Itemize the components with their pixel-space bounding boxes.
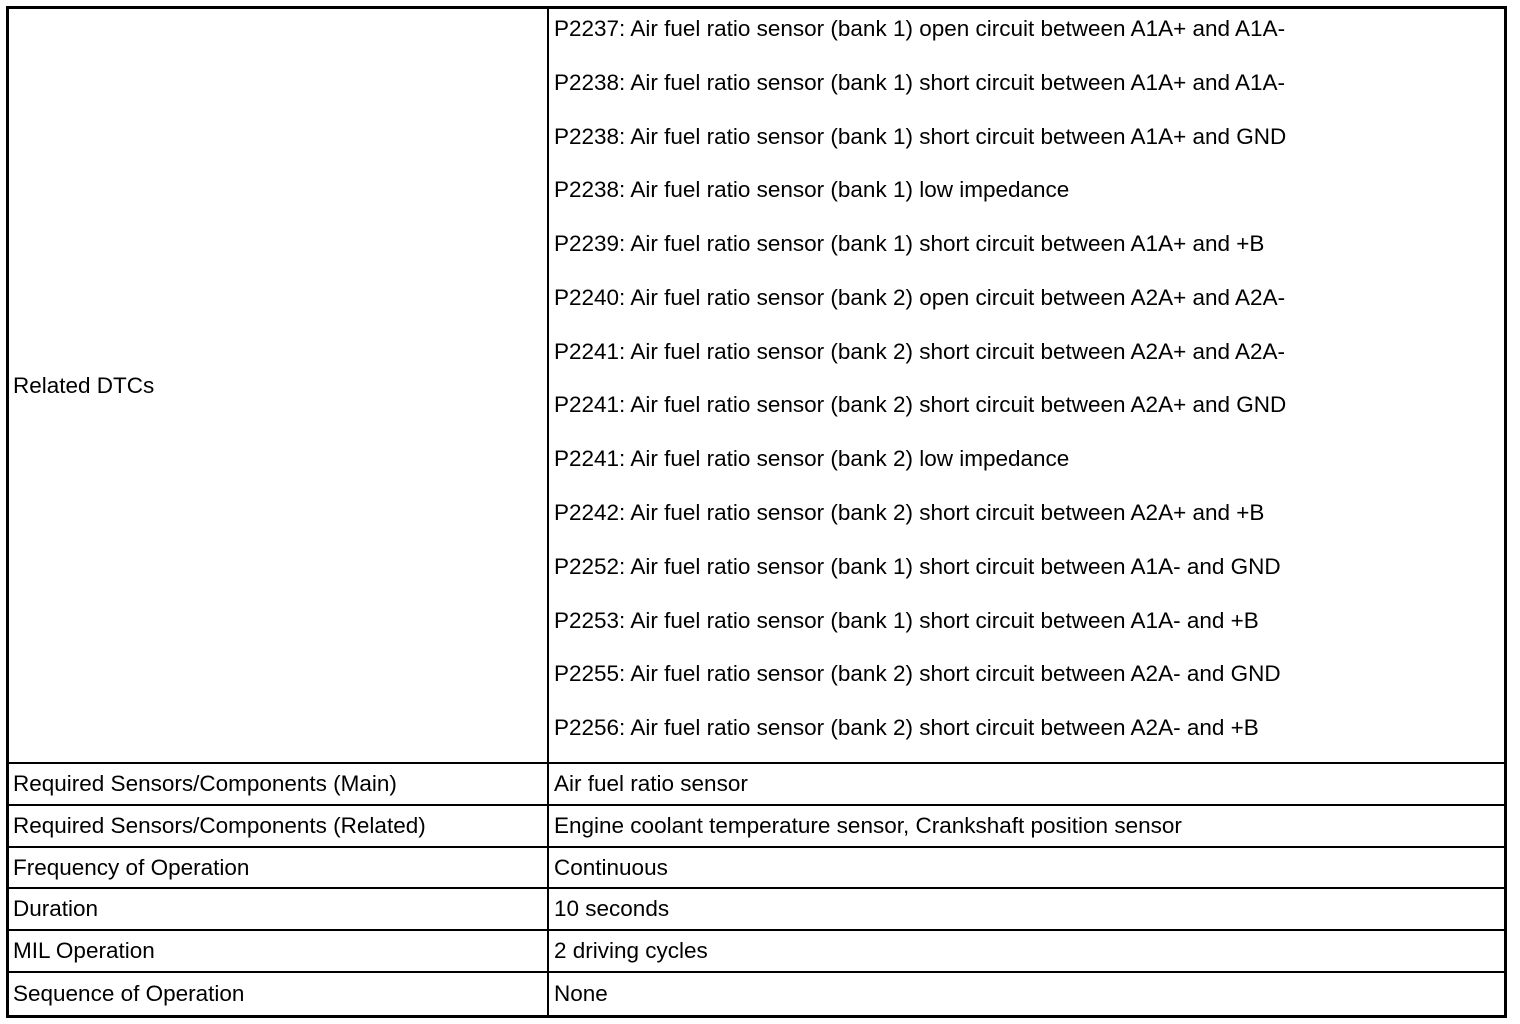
row-value: Air fuel ratio sensor	[554, 770, 748, 796]
row-value: 2 driving cycles	[554, 938, 708, 964]
dtc-item: P2240: Air fuel ratio sensor (bank 2) open circuit between A2A+ and A2A-	[554, 284, 1286, 310]
table-row-mil-operation	[9, 931, 1504, 973]
related-dtcs-label: Related DTCs	[9, 9, 549, 762]
row-label: Required Sensors/Components (Related)	[9, 806, 549, 846]
table-row-duration	[9, 889, 1504, 931]
row-value: Engine coolant temperature sensor, Crankshaft position sensor	[554, 812, 1182, 838]
dtc-item: P2241: Air fuel ratio sensor (bank 2) low impedance	[554, 446, 1070, 472]
row-label: Frequency of Operation	[9, 848, 549, 888]
dtc-item: P2238: Air fuel ratio sensor (bank 1) low impedance	[554, 177, 1070, 203]
row-value: None	[554, 981, 608, 1007]
table-row-sequence	[9, 973, 1504, 1015]
dtc-item: P2237: Air fuel ratio sensor (bank 1) open circuit between A1A+ and A1A-	[554, 16, 1286, 41]
dtc-list	[549, 9, 1504, 762]
dtc-item: P2253: Air fuel ratio sensor (bank 1) short circuit between A1A- and +B	[554, 607, 1259, 633]
dtc-item: P2241: Air fuel ratio sensor (bank 2) short circuit between A2A+ and GND	[554, 392, 1287, 418]
row-value: 10 seconds	[554, 896, 670, 922]
row-label: Sequence of Operation	[9, 973, 549, 1015]
dtc-item: P2238: Air fuel ratio sensor (bank 1) short circuit between A1A+ and GND	[554, 123, 1287, 149]
row-value: Continuous	[554, 854, 668, 880]
dtc-item: P2241: Air fuel ratio sensor (bank 2) short circuit between A2A+ and A2A-	[554, 338, 1286, 364]
related-dtcs-row	[9, 9, 1504, 764]
row-label: MIL Operation	[9, 931, 549, 971]
row-label: Required Sensors/Components (Main)	[9, 764, 549, 804]
row-label: Duration	[9, 889, 549, 929]
dtc-item: P2239: Air fuel ratio sensor (bank 1) short circuit between A1A+ and +B	[554, 231, 1265, 257]
table-row-related-sensors	[9, 806, 1504, 848]
table-row-main-sensors	[9, 764, 1504, 806]
table-row-frequency	[9, 848, 1504, 890]
dtc-item: P2252: Air fuel ratio sensor (bank 1) short circuit between A1A- and GND	[554, 553, 1281, 579]
dtc-item: P2238: Air fuel ratio sensor (bank 1) short circuit between A1A+ and A1A-	[554, 69, 1286, 95]
dtc-item: P2256: Air fuel ratio sensor (bank 2) short circuit between A2A- and +B	[554, 715, 1259, 741]
spec-table	[6, 6, 1507, 1018]
dtc-item: P2255: Air fuel ratio sensor (bank 2) short circuit between A2A- and GND	[554, 661, 1281, 687]
dtc-item: P2242: Air fuel ratio sensor (bank 2) short circuit between A2A+ and +B	[554, 500, 1265, 526]
